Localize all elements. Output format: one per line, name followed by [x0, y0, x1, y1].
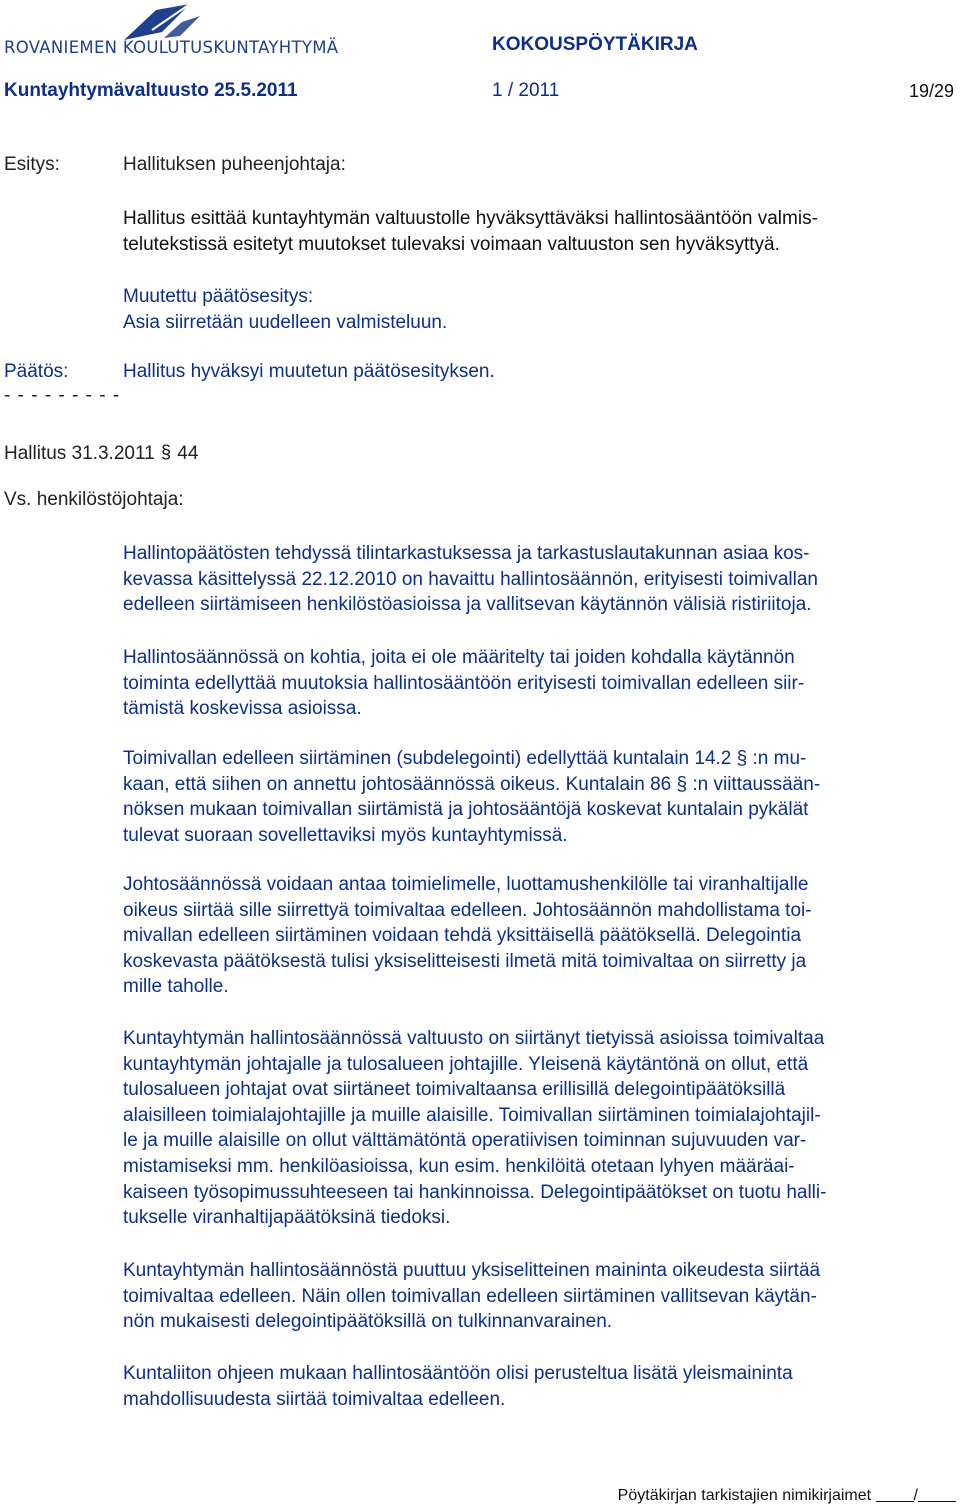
- paragraph: [123, 1026, 956, 1231]
- text-line: toimivaltaa edelleen. Näin ollen toimivallan edelleen siirtäminen vallitsevan käytän-: [123, 1285, 817, 1307]
- paragraph: [123, 541, 956, 618]
- board-meeting-date: Hallitus 31.3.2011: [4, 443, 155, 464]
- paragraph: [123, 1361, 956, 1412]
- esitys-text: [123, 206, 956, 257]
- text-line: oikeus siirtää sille siirrettyä toimivaltaa edelleen. Johtosäännön mahdollistama toi-: [123, 899, 812, 921]
- initials-field-2[interactable]: [918, 1487, 956, 1502]
- text-line: kuntayhtymän johtajalle ja tulosalueen johtajille. Yleisenä käytäntönä on ollut, että: [123, 1053, 809, 1075]
- svg-text:§: §: [160, 442, 171, 462]
- minutes-number: 1 / 2011: [492, 80, 560, 101]
- text-line: Hallintosäännössä on kohtia, joita ei ole määritelty tai joiden kohdalla käytännön: [123, 647, 795, 668]
- text-line: alaisilleen toimialajohtajille ja muille alaisille. Toimivallan siirtäminen toimialajohtajil-: [123, 1104, 821, 1126]
- organization-logo: [4, 2, 344, 70]
- text-line: Johtosäännössä voidaan antaa toimielimelle, luottamushenkilölle tai viranhaltijalle: [123, 874, 809, 895]
- text-line: telutekstissä esitetyt muutokset tulevaksi voimaan valtuuston sen hyväksyttyä.: [123, 233, 780, 255]
- speaker-label: Vs. henkilöstöjohtaja:: [4, 489, 184, 510]
- page-number: 19/29: [908, 81, 954, 101]
- text-line: Hallitus esittää kuntayhtymän valtuustolle hyväksyttäväksi hallintosääntöön valmis-: [123, 208, 818, 229]
- decision-label: Päätös:: [4, 361, 69, 382]
- organization-name: ROVANIEMEN KOULUTUSKUNTAYHTYMÄ: [4, 38, 339, 57]
- text-line: mahdollisuudesta siirtää toimivaltaa edelleen.: [123, 1388, 506, 1410]
- text-line: tukselle viranhaltijapäätöksinä tiedoksi.: [123, 1207, 451, 1229]
- text-line: Kuntaliiton ohjeen mukaan hallintosääntöön olisi perusteltua lisätä yleismaininta: [123, 1363, 793, 1384]
- section-number: 44: [177, 443, 199, 464]
- esitys-speaker: Hallituksen puheenjohtaja:: [123, 154, 346, 175]
- text-line: Kuntayhtymän hallintosäännössä valtuusto on siirtänyt tietyissä asioissa toimivaltaa: [123, 1028, 825, 1049]
- text-line: toiminta edellyttää muutoksia hallintosääntöön erityisesti toimivallan edelleen siir-: [123, 672, 805, 694]
- text-line: nöksen mukaan toimivallan siirtämistä ja johtosääntöjä koskevat kuntalain pykälät: [123, 799, 809, 821]
- paragraph: [123, 746, 956, 848]
- meeting-title: Kuntayhtymävaltuusto 25.5.2011: [4, 80, 298, 101]
- initials-separator: /: [913, 1487, 918, 1504]
- page-footer: [618, 1487, 956, 1505]
- text-line: kaan, että siihen on annettu johtosäännössä oikeus. Kuntalain 86 § :n viittaussään-: [123, 773, 821, 795]
- text-line: tulevat suoraan sovellettaviksi myös kuntayhtymissä.: [123, 824, 568, 846]
- text-line: Kuntayhtymän hallintosäännöstä puuttuu yksiselitteinen maininta oikeudesta siirtää: [123, 1260, 821, 1281]
- text-line: kevassa käsittelyssä 22.12.2010 on havaittu hallintosäännön, erityisesti toimivallan: [123, 568, 818, 590]
- text-line: kaiseen työsopimussuhteeseen tai hankinnoissa. Delegointipäätökset on tuotu halli-: [123, 1181, 827, 1203]
- esitys-label: Esitys:: [4, 154, 60, 175]
- text-line: mistamiseksi mm. henkilöasioissa, kun esim. henkilöitä otetaan lyhyen määräai-: [123, 1155, 795, 1177]
- text-line: tulosalueen johtajat ovat siirtäneet toimivaltaansa erillisillä delegointipäätöksillä: [123, 1079, 786, 1101]
- text-line: Toimivallan edelleen siirtäminen (subdelegointi) edellyttää kuntalain 14.2 § :n mu-: [123, 748, 807, 769]
- text-line: tämistä koskevissa asioissa.: [123, 698, 362, 720]
- text-line: le ja muille alaisille on ollut välttämätöntä operatiivisen toiminnan sujuvuuden var-: [123, 1130, 807, 1152]
- paragraph: [123, 1258, 956, 1335]
- document-type: KOKOUSPÖYTÄKIRJA: [492, 34, 698, 55]
- separator: - - - - - - - - -: [4, 385, 121, 406]
- text-line: mivallan edelleen siirtäminen voidaan tehdä yksittäisellä päätöksellä. Delegointia: [123, 925, 802, 947]
- decision-text: Hallitus hyväksyi muutetun päätösesityksen.: [123, 361, 495, 382]
- text-line: Hallintopäätösten tehdyssä tilintarkastuksessa ja tarkastuslautakunnan asiaa kos-: [123, 543, 810, 564]
- text-line: koskevasta päätöksestä tulisi yksiselitteisesti ilmetä mitä toimivaltaa on siirretty ja: [123, 950, 807, 972]
- text-line: mille taholle.: [123, 976, 229, 998]
- paragraph: [123, 872, 956, 1000]
- modified-proposal-text: Asia siirretään uudelleen valmisteluun.: [123, 311, 448, 333]
- board-meeting-reference: [4, 441, 198, 465]
- paragraph: [123, 645, 956, 722]
- section-sign-icon: [160, 441, 172, 463]
- initials-field-1[interactable]: [876, 1487, 914, 1502]
- text-line: nön mukaisesti delegointipäätöksillä on tulkinnanvarainen.: [123, 1311, 613, 1333]
- logo-emblem-icon: [4, 2, 344, 42]
- text-line: edelleen siirtämiseen henkilöstöasioissa ja vallitsevan käytännön välisiä ristiriitoja.: [123, 594, 812, 616]
- modified-proposal-title: Muutettu päätösesitys:: [123, 286, 314, 307]
- modified-proposal: [123, 284, 956, 335]
- reviewer-initials-label: Pöytäkirjan tarkistajien nimikirjaimet: [617, 1487, 872, 1504]
